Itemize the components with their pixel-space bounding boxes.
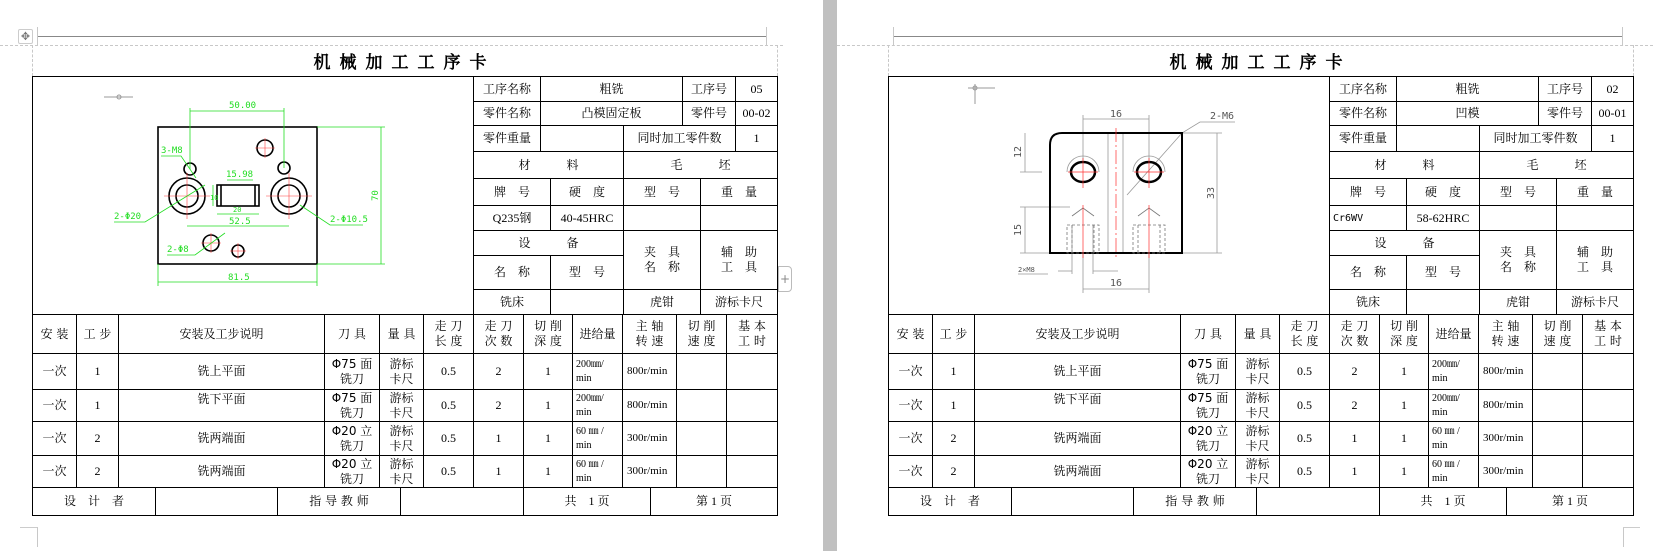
info-hardness[interactable]: 40-45HRC [550, 205, 624, 231]
table-cell: 0.5 [1279, 353, 1330, 390]
dim-label: 33 [1206, 186, 1217, 199]
info-process-name-label: 工序名称 [1329, 76, 1397, 102]
table-cell: 一次 [888, 389, 933, 422]
table-cell: 2 [1329, 389, 1380, 422]
dim-label: 15 [1013, 223, 1024, 236]
footer-designer-label: 设 计 者 [32, 487, 156, 516]
table-cell: Φ75 面 铣刀 [1180, 353, 1236, 390]
dim-label: 16 [1110, 109, 1123, 120]
column-header: 主 轴 转 速 [622, 314, 677, 354]
info-fixture[interactable]: 虎钳 [1479, 289, 1557, 315]
info-process-no[interactable]: 02 [1591, 76, 1634, 102]
info-model-label: 型 号 [1479, 178, 1557, 206]
dim-label: 2-Φ8 [167, 245, 189, 255]
footer-input-cell[interactable] [1256, 487, 1380, 516]
info-empty-cell[interactable] [700, 205, 778, 231]
table-move-handle-icon[interactable]: ✥ [18, 29, 33, 44]
info-part-name-label: 零件名称 [473, 101, 541, 126]
table-cell: 1 [523, 353, 573, 390]
table-cell [1532, 455, 1583, 488]
margin-guide [777, 45, 778, 76]
table-cell: 1 [473, 455, 524, 488]
dim-label: 10 [210, 194, 219, 202]
margin-guide [0, 45, 783, 46]
table-cell: 1 [1379, 421, 1429, 456]
header-line [893, 36, 1622, 37]
table-cell: 游标 卡尺 [379, 353, 424, 390]
table-cell: 一次 [888, 421, 933, 456]
column-header: 进给量 [572, 314, 623, 354]
card-title: 机械加工工序卡 [313, 53, 496, 73]
table-cell: 1 [523, 421, 573, 456]
info-material-label: 材 料 [473, 151, 624, 179]
table-cell: 0.5 [423, 421, 474, 456]
table-cell: 游标 卡尺 [379, 389, 424, 422]
table-cell: Φ75 面 铣刀 [324, 353, 380, 390]
column-header: 走 刀 长 度 [423, 314, 474, 354]
table-cell [676, 455, 727, 488]
dim-label: 3-M8 [161, 146, 183, 156]
header-line [37, 36, 766, 37]
footer-advisor-label: 指 导 教 师 [1133, 487, 1257, 516]
info-grade-label: 牌 号 [473, 178, 551, 206]
info-process-no-label: 工序号 [1538, 76, 1592, 102]
margin-mark [766, 27, 767, 45]
footer-total: 共 1 页 [523, 487, 651, 516]
table-cell: 0.5 [1279, 421, 1330, 456]
table-cell: 1 [523, 389, 573, 422]
table-cell [1532, 389, 1583, 422]
info-grade-label: 牌 号 [1329, 178, 1407, 206]
table-cell: 一次 [32, 389, 77, 422]
table-cell: 2 [76, 455, 119, 488]
margin-mark [37, 27, 38, 45]
column-header: 基 本 工 时 [1582, 314, 1634, 354]
table-cell: 一次 [888, 353, 933, 390]
column-header: 切 削 速 度 [676, 314, 727, 354]
drawing-area [888, 76, 1330, 315]
table-cell: 60 ㎜ / min [572, 455, 623, 488]
info-grade[interactable]: Cr6WV [1329, 205, 1407, 231]
info-process-no-label: 工序号 [682, 76, 736, 102]
table-cell: 200㎜/ min [572, 353, 623, 390]
table-cell: 2 [76, 421, 119, 456]
dim-label: 50.00 [229, 101, 257, 111]
table-cell: 1 [1379, 353, 1429, 390]
table-cell [1582, 389, 1634, 422]
info-eq-model-label: 型 号 [550, 255, 624, 290]
column-header: 走 刀 次 数 [473, 314, 524, 354]
table-cell: 1 [932, 353, 975, 390]
table-cell [676, 353, 727, 390]
table-cell [726, 455, 778, 488]
table-cell: 800r/min [622, 353, 677, 390]
info-empty-cell[interactable] [540, 125, 624, 152]
table-cell: 60 ㎜ / min [572, 421, 623, 456]
table-cell: 铣两端面 [974, 421, 1181, 456]
table-cell: 300r/min [1478, 455, 1533, 488]
dim-label: 12 [1013, 145, 1024, 158]
corner-mark [37, 527, 38, 547]
table-cell: Φ20 立 铣刀 [1180, 421, 1236, 456]
table-cell [1532, 353, 1583, 390]
info-blank-label: 毛 坯 [1479, 151, 1634, 179]
table-cell: Φ20 立 铣刀 [324, 455, 380, 488]
column-header: 刀 具 [1180, 314, 1236, 354]
table-cell: 200㎜/ min [572, 389, 623, 422]
info-process-name[interactable]: 粗铣 [1396, 76, 1539, 102]
info-empty-cell[interactable] [623, 205, 701, 231]
table-cell: 游标 卡尺 [379, 455, 424, 488]
column-header: 工 步 [932, 314, 975, 354]
table-cell: 一次 [32, 421, 77, 456]
footer-input-cell[interactable] [400, 487, 524, 516]
table-cell: 1 [1329, 421, 1380, 456]
info-part-no-label: 零件号 [682, 101, 736, 126]
info-empty-cell[interactable] [1556, 205, 1634, 231]
column-header: 基 本 工 时 [726, 314, 778, 354]
corner-mark [1623, 527, 1624, 547]
table-cell [1582, 455, 1634, 488]
table-cell [676, 389, 727, 422]
info-concurrent-label: 同时加工零件数 [1479, 125, 1592, 152]
table-cell: 游标 卡尺 [1235, 353, 1280, 390]
footer-page: 第 1 页 [1506, 487, 1634, 516]
info-part-weight-label: 零件重量 [1329, 125, 1397, 152]
card-title: 机械加工工序卡 [1169, 53, 1352, 73]
info-equipment-label: 设 备 [1329, 230, 1480, 256]
table-cell [726, 353, 778, 390]
add-column-button[interactable]: + [778, 266, 792, 292]
info-aux-tool[interactable]: 游标卡尺 [1556, 289, 1634, 315]
dim-label: 20 [233, 206, 242, 214]
table-cell [1582, 421, 1634, 456]
column-header: 切 削 速 度 [1532, 314, 1583, 354]
info-eq-name[interactable]: 铣床 [473, 289, 551, 315]
column-header: 切 削 深 度 [1379, 314, 1429, 354]
table-cell: 铣上平面 [974, 353, 1181, 390]
margin-guide [1633, 45, 1634, 76]
table-cell [726, 421, 778, 456]
info-eq-model-label: 型 号 [1406, 255, 1480, 290]
info-aux-tool[interactable]: 游标卡尺 [700, 289, 778, 315]
info-grade[interactable]: Q235钢 [473, 205, 551, 231]
info-weight-label: 重 量 [1556, 178, 1634, 206]
info-concurrent[interactable]: 1 [1591, 125, 1634, 152]
table-cell: 2 [473, 353, 524, 390]
info-hardness-label: 硬 度 [550, 178, 624, 206]
table-cell: 60 ㎜ / min [1428, 455, 1479, 488]
table-cell: 游标 卡尺 [379, 421, 424, 456]
margin-guide [837, 45, 1653, 46]
column-header: 走 刀 次 数 [1329, 314, 1380, 354]
info-material-label: 材 料 [1329, 151, 1480, 179]
table-cell: 1 [523, 455, 573, 488]
table-cell [676, 421, 727, 456]
info-empty-cell[interactable] [1479, 205, 1557, 231]
info-weight-label: 重 量 [700, 178, 778, 206]
table-cell: 0.5 [1279, 455, 1330, 488]
table-cell: Φ20 立 铣刀 [324, 421, 380, 456]
table-cell: 1 [932, 389, 975, 422]
column-header: 安装及工步说明 [974, 314, 1181, 354]
table-cell: 200㎜/ min [1428, 389, 1479, 422]
info-aux-tool-label: 辅 助 工 具 [700, 230, 778, 290]
info-part-name[interactable]: 凸模固定板 [540, 101, 683, 126]
info-part-name[interactable]: 凹模 [1396, 101, 1539, 126]
table-cell: 1 [473, 421, 524, 456]
footer-designer-label: 设 计 者 [888, 487, 1012, 516]
table-cell: 一次 [32, 455, 77, 488]
footer-total: 共 1 页 [1379, 487, 1507, 516]
footer-advisor-label: 指 导 教 师 [277, 487, 401, 516]
column-header: 工 步 [76, 314, 119, 354]
footer-page: 第 1 页 [650, 487, 778, 516]
table-cell: 300r/min [622, 455, 677, 488]
table-cell: 2 [1329, 353, 1380, 390]
column-header: 安装及工步说明 [118, 314, 325, 354]
table-cell: 1 [76, 389, 119, 422]
table-cell: 铣下平面 [974, 389, 1181, 422]
table-cell: 0.5 [423, 455, 474, 488]
table-cell: 铣两端面 [118, 421, 325, 456]
table-cell: 一次 [32, 353, 77, 390]
table-cell: 一次 [888, 455, 933, 488]
table-cell: 60 ㎜ / min [1428, 421, 1479, 456]
column-header: 走 刀 长 度 [1279, 314, 1330, 354]
info-concurrent-label: 同时加工零件数 [623, 125, 736, 152]
corner-mark [20, 527, 37, 528]
dim-label: 15.98 [226, 170, 254, 180]
table-cell: 800r/min [1478, 389, 1533, 422]
info-empty-cell[interactable] [1396, 125, 1480, 152]
table-cell: 2 [932, 421, 975, 456]
table-cell: 铣下平面 [118, 389, 325, 422]
dim-label: 2-M6 [1210, 111, 1235, 122]
dim-label: 2×M8 [1018, 266, 1035, 274]
table-cell: 游标 卡尺 [1235, 455, 1280, 488]
table-cell: 300r/min [1478, 421, 1533, 456]
info-empty-cell[interactable] [1406, 289, 1480, 315]
page-gap [823, 0, 837, 551]
dim-label: 52.5 [229, 217, 251, 227]
table-cell: 1 [1379, 389, 1429, 422]
table-cell: 铣上平面 [118, 353, 325, 390]
table-cell: 800r/min [1478, 353, 1533, 390]
table-cell: 1 [76, 353, 119, 390]
table-cell: 1 [1379, 455, 1429, 488]
table-cell: 300r/min [622, 421, 677, 456]
table-cell [726, 389, 778, 422]
table-cell: Φ20 立 铣刀 [1180, 455, 1236, 488]
table-cell: 游标 卡尺 [1235, 389, 1280, 422]
table-cell [1582, 353, 1634, 390]
table-cell: 200㎜/ min [1428, 353, 1479, 390]
info-aux-tool-label: 辅 助 工 具 [1556, 230, 1634, 290]
margin-mark [1622, 27, 1623, 45]
info-empty-cell[interactable] [550, 289, 624, 315]
table-cell: 0.5 [423, 389, 474, 422]
dim-label: 81.5 [228, 273, 250, 283]
info-hardness[interactable]: 58-62HRC [1406, 205, 1480, 231]
info-part-no-label: 零件号 [1538, 101, 1592, 126]
column-header: 切 削 深 度 [523, 314, 573, 354]
table-cell: 1 [1329, 455, 1380, 488]
info-equipment-label: 设 备 [473, 230, 624, 256]
margin-mark [893, 27, 894, 45]
info-eq-name-label: 名 称 [473, 255, 551, 290]
info-process-no[interactable]: 05 [735, 76, 778, 102]
table-cell: 800r/min [622, 389, 677, 422]
info-eq-name-label: 名 称 [1329, 255, 1407, 290]
column-header: 安 装 [888, 314, 933, 354]
dim-label: 16 [1110, 278, 1123, 289]
column-header: 主 轴 转 速 [1478, 314, 1533, 354]
info-fixture-label: 夹 具 名 称 [623, 230, 701, 290]
dim-label: 70 [371, 190, 381, 201]
table-cell: 游标 卡尺 [1235, 421, 1280, 456]
column-header: 刀 具 [324, 314, 380, 354]
dim-label: 2-Φ20 [114, 212, 142, 222]
info-process-name[interactable]: 粗铣 [540, 76, 683, 102]
column-header: 量 具 [1235, 314, 1280, 354]
info-fixture-label: 夹 具 名 称 [1479, 230, 1557, 290]
info-blank-label: 毛 坯 [623, 151, 778, 179]
table-cell: 2 [932, 455, 975, 488]
table-cell [1532, 421, 1583, 456]
table-cell: 0.5 [1279, 389, 1330, 422]
info-part-name-label: 零件名称 [1329, 101, 1397, 126]
info-hardness-label: 硬 度 [1406, 178, 1480, 206]
info-fixture[interactable]: 虎钳 [623, 289, 701, 315]
dim-label: 2-Φ10.5 [330, 215, 368, 225]
info-part-weight-label: 零件重量 [473, 125, 541, 152]
column-header: 进给量 [1428, 314, 1479, 354]
table-cell: Φ75 面 铣刀 [324, 389, 380, 422]
table-cell: 铣两端面 [974, 455, 1181, 488]
info-part-no[interactable]: 00-02 [735, 101, 778, 126]
drawing-area [32, 76, 474, 315]
info-concurrent[interactable]: 1 [735, 125, 778, 152]
info-process-name-label: 工序名称 [473, 76, 541, 102]
info-eq-name[interactable]: 铣床 [1329, 289, 1407, 315]
info-model-label: 型 号 [623, 178, 701, 206]
corner-mark [1623, 527, 1640, 528]
footer-input-cell[interactable] [1011, 487, 1134, 516]
table-cell: 2 [473, 389, 524, 422]
info-part-no[interactable]: 00-01 [1591, 101, 1634, 126]
column-header: 安 装 [32, 314, 77, 354]
footer-input-cell[interactable] [155, 487, 278, 516]
table-cell: 铣两端面 [118, 455, 325, 488]
column-header: 量 具 [379, 314, 424, 354]
table-cell: 0.5 [423, 353, 474, 390]
table-cell: Φ75 面 铣刀 [1180, 389, 1236, 422]
